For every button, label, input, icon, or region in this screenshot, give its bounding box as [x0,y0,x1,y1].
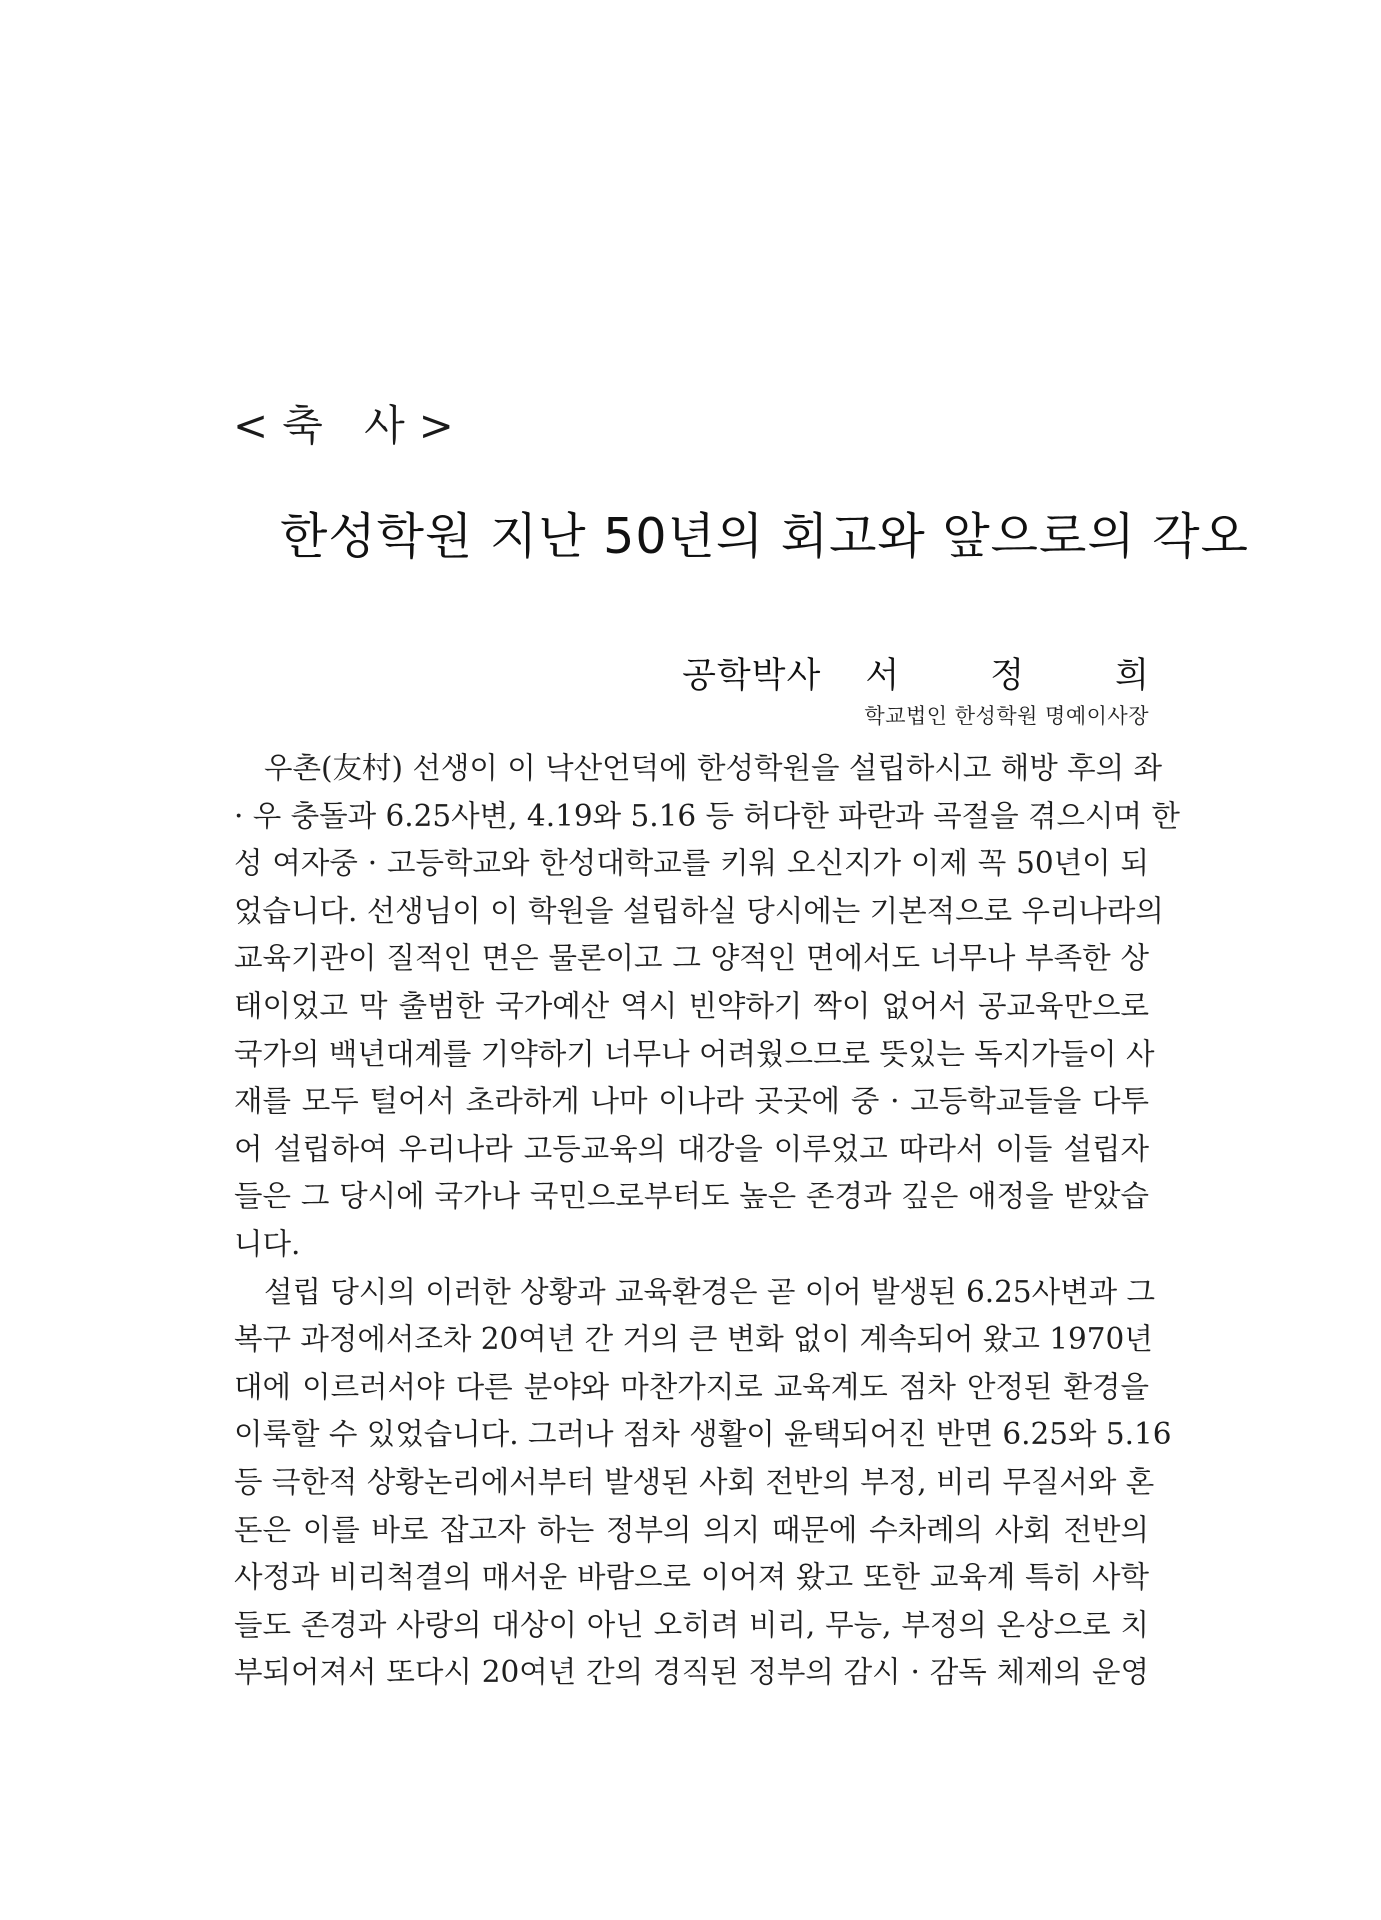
author-degree: 공학박사 [682,656,822,696]
author-line [682,648,1189,698]
paragraph-1-line: 성 여자중 · 고등학교와 한성대학교를 키워 오신지가 이제 꼭 50년이 되 [234,846,1149,881]
paragraph-1-line: 어 설립하여 우리나라 고등교육의 대강을 이루었고 따라서 이들 설립자 [234,1131,1149,1166]
paragraph-1-line: 태이었고 막 출범한 국가예산 역시 빈약하기 짝이 없어서 공교육만으로 [234,988,1149,1023]
paragraph-1-line: 우촌(友村) 선생이 이 낙산언덕에 한성학원을 설립하시고 해방 후의 좌 [264,751,1162,785]
paragraph-2-line: 설립 당시의 이러한 상황과 교육환경은 곧 이어 발생된 6.25사변과 그 [264,1274,1156,1309]
paragraph-2-line: 복구 과정에서조차 20여년 간 거의 큰 변화 없이 계속되어 왔고 1970년 [234,1322,1153,1357]
body-text [234,745,1180,1697]
paragraph-2-line: 등 극한적 상황논리에서부터 발생된 사회 전반의 부정, 비리 무질서와 혼 [234,1464,1155,1499]
paragraph-1-line: 니다. [234,1226,301,1261]
author-name: 서 정 희 [865,656,1189,696]
page-title: 한성학원 지난 50년의 회고와 앞으로의 각오 [280,508,1249,565]
paragraph-2-line: 부되어져서 또다시 20여년 간의 경직된 정부의 감시 · 감독 체제의 운영 [234,1655,1149,1690]
paragraph-2-line: 사정과 비리척결의 매서운 바람으로 이어져 왔고 또한 교육계 특히 사학 [234,1560,1149,1595]
paragraph-1-line: 국가의 백년대계를 기약하기 너무나 어려웠으므로 뜻있는 독지가들이 사 [234,1036,1155,1071]
section-label: <축 사> [233,401,468,450]
paragraph-1-line: 들은 그 당시에 국가나 국민으로부터도 높은 존경과 깊은 애정을 받았습 [234,1179,1149,1214]
paragraph-1-line: · 우 충돌과 6.25사변, 4.19와 5.16 등 허다한 파란과 곡절을 겪으시며 한 [234,798,1180,833]
paragraph-2-line: 이룩할 수 있었습니다. 그러나 점차 생활이 윤택되어진 반면 6.25와 5.16 [234,1417,1172,1452]
paragraph-1-line: 교육기관이 질적인 면은 물론이고 그 양적인 면에서도 너무나 부족한 상 [234,941,1149,976]
paragraph-2-line: 돈은 이를 바로 잡고자 하는 정부의 의지 때문에 수차례의 사회 전반의 [234,1512,1149,1547]
paragraph-1-line: 재를 모두 털어서 초라하게 나마 이나라 곳곳에 중 · 고등학교들을 다투 [234,1084,1149,1119]
paragraph-2-line: 대에 이르러서야 다른 분야와 마찬가지로 교육계도 점차 안정된 환경을 [234,1369,1149,1404]
paragraph-2-line: 들도 존경과 사랑의 대상이 아닌 오히려 비리, 무능, 부정의 온상으로 치 [234,1607,1149,1642]
author-affiliation: 학교법인 한성학원 명예이사장 [864,704,1149,728]
paragraph-1-line: 었습니다. 선생님이 이 학원을 설립하실 당시에는 기본적으로 우리나라의 [234,893,1164,928]
